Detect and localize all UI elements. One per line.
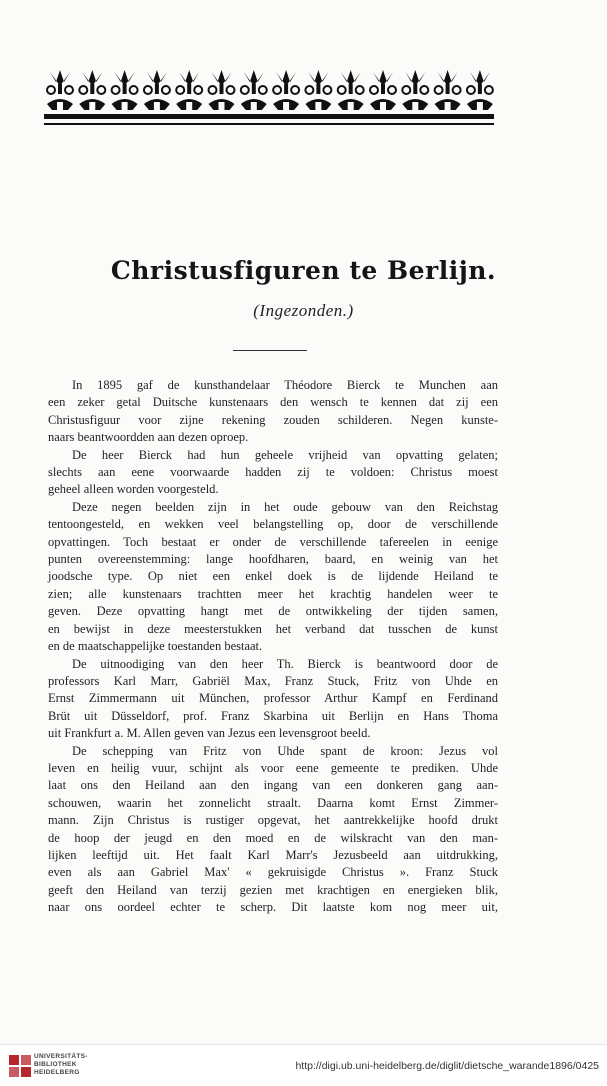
body-line: De heer Bierck had hun geheele vrijheid van opvatting gelaten; [72,447,498,462]
body-line: een zeker getal Duitsche kunstenaars den wensch te kennen dat zij een [48,395,498,410]
body-line: en de maatschappelijke toestanden bestaat. [48,639,263,654]
body-line: Christusfiguur voor zijne rekening zouden schilderen. Negen kunste- [48,412,498,427]
body-line: geeft den Heiland van terzij gezien met krachtigen en energieken blik, [48,882,498,897]
body-line: lijken leeftijd uit. Het faalt Karl Marr's Jezusbeeld aan uitdrukking, [48,847,498,862]
body-line: uit Frankfurt a. M. Allen geven van Jezus een levensgroot beeld. [48,726,371,741]
body-line: naar ons oordeel echter te scherp. Dit laatste kom nog meer uit, [48,900,498,915]
library-name-line: HEIDELBERG [34,1069,80,1076]
body-line: even als aan Gabriel Max' « gekruisigde Christus ». Franz Stuck [48,865,498,880]
body-line: tentoongesteld, en wekken veel belangstelling op, door de verschillende [48,517,498,532]
library-name-line: UNIVERSITÄTS- [34,1053,88,1060]
library-name-line: BIBLIOTHEK [34,1061,77,1068]
article-body [48,377,498,917]
body-line: Deze negen beelden zijn in het oude gebouw van den Reichstag [72,499,498,514]
library-name [34,1053,88,1077]
university-library-logo-icon [8,1054,32,1078]
body-line: geheel alleen worden voorgesteld. [48,482,219,497]
title-divider [233,350,307,351]
body-line: slechts aan eene voorwaarde hadden zij te voldoen: Christus moest [48,465,498,480]
body-line: laat ons den Heiland aan den ingang van een donkeren gang aan- [48,778,498,793]
source-url[interactable]: http://digi.ub.uni-heidelberg.de/diglit/dietsche_warande1896/0425 [295,1060,599,1072]
decorative-ornament-band [44,66,494,130]
article-subtitle: (Ingezonden.) [253,301,354,320]
library-footer [0,1044,607,1086]
article-title: Christusfiguren te Berlijn. [110,256,497,285]
body-line: en bewijst in deze meesterstukken het verband dat tusschen de kunst [48,621,498,636]
body-line: zien; alle kunstenaars trachtten meer het krachtig handelen weer te [48,586,498,601]
body-line: professors Karl Marr, Gabriël Max, Franz Stuck, Fritz von Uhde en [48,673,498,688]
body-line: De schepping van Fritz von Uhde spant de kroon: Jezus vol [72,743,498,758]
body-line: In 1895 gaf de kunsthandelaar Théodore Bierck te Munchen aan [72,378,498,392]
body-line: De uitnoodiging van den heer Th. Bierck is beantwoord door de [72,656,498,671]
body-line: Ernst Zimmermann uit München, professor Arthur Kampf en Ferdinand [48,691,498,706]
body-line: naars beantwoordden aan dezen oproep. [48,430,249,445]
body-line: mann. Zijn Christus is rustiger opgevat, het aantrekkelijke hoofd drukt [48,813,498,828]
body-line: schouwen, waarin het zonnelicht straalt. Daarna komt Ernst Zimmer- [48,795,498,810]
body-line: opvattingen. Toch bestaat er onder de verschillende tafereelen in eenige [48,534,498,549]
body-line: punten overeenstemming: lange hoofdharen, baard, en weinig van het [48,552,498,567]
body-line: joodsche type. Op niet een enkel doek is de lijdende Heiland te [48,569,498,584]
body-line: geven. Deze opvatting hangt met de ontwikkeling der tijden samen, [48,604,498,619]
body-line: leven en heilig vuur, schijnt als voor eene gemeente te prediken. Uhde [48,760,498,775]
body-line: de hoop der jeugd en den moed en de wilskracht van den man- [48,830,498,845]
body-line: Brüt uit Düsseldorf, prof. Franz Skarbina uit Berlijn en Hans Thoma [48,708,498,723]
